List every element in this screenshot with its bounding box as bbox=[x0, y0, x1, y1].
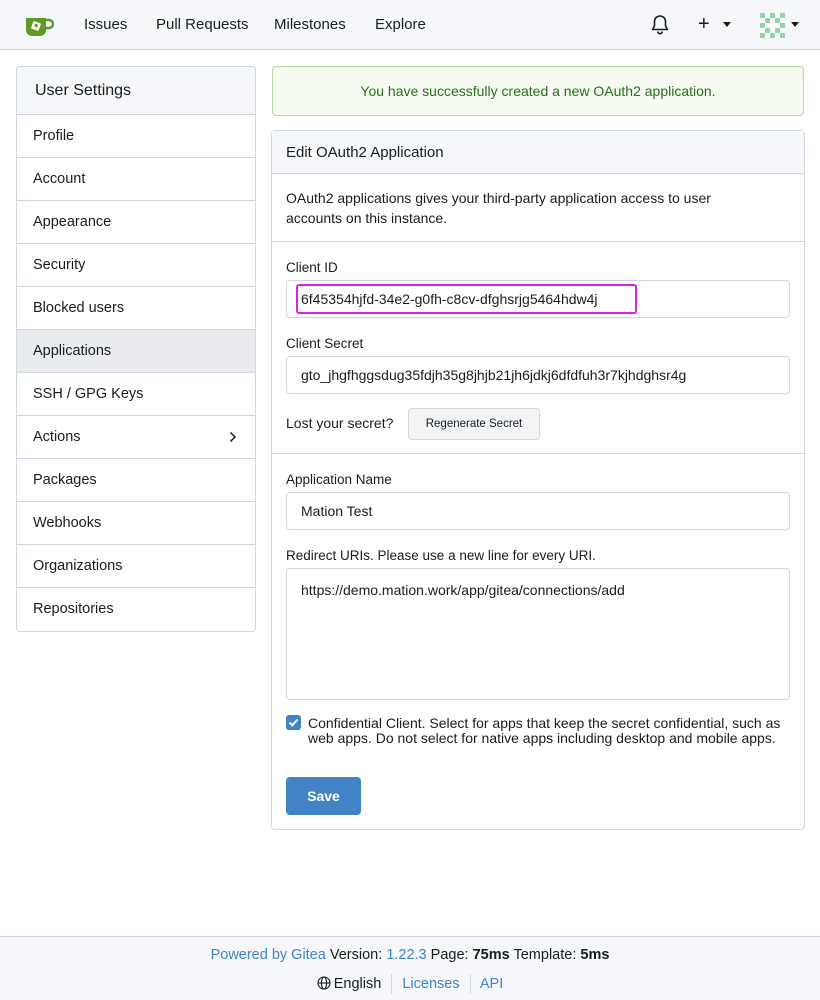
confidential-client-checkbox[interactable] bbox=[286, 715, 301, 730]
gitea-logo-icon[interactable] bbox=[24, 12, 54, 38]
sidebar-item-appearance[interactable]: Appearance bbox=[17, 201, 255, 244]
application-name-label: Application Name bbox=[286, 472, 392, 487]
redirect-uris-textarea[interactable]: https://demo.mation.work/app/gitea/connections/add bbox=[286, 568, 790, 700]
client-secret-field[interactable]: gto_jhgfhggsdug35fdjh35g8jhjb21jh6jdkj6dfdfuh3r7kjhdghsr4g bbox=[286, 356, 790, 394]
top-navbar bbox=[0, 0, 820, 50]
checkmark-icon bbox=[286, 715, 301, 730]
version-link[interactable]: 1.22.3 bbox=[386, 947, 427, 963]
licenses-link[interactable]: Licenses bbox=[402, 975, 460, 992]
sidebar-item-packages[interactable]: Packages bbox=[17, 459, 255, 502]
edit-oauth2-form bbox=[271, 130, 805, 830]
divider bbox=[272, 453, 804, 454]
nav-pull-requests[interactable]: Pull Requests bbox=[156, 16, 249, 33]
lost-secret-label: Lost your secret? bbox=[286, 415, 394, 431]
client-id-label: Client ID bbox=[286, 260, 338, 275]
sidebar-item-account[interactable]: Account bbox=[17, 158, 255, 201]
application-name-field[interactable]: Mation Test bbox=[286, 492, 790, 530]
save-button[interactable]: Save bbox=[286, 777, 361, 815]
page-time: 75ms bbox=[472, 947, 510, 963]
powered-by-link[interactable]: Powered by Gitea bbox=[210, 947, 326, 963]
create-new-icon[interactable]: + bbox=[698, 13, 710, 35]
chevron-down-icon[interactable] bbox=[791, 22, 799, 27]
nav-explore[interactable]: Explore bbox=[375, 16, 426, 33]
client-secret-label: Client Secret bbox=[286, 336, 364, 351]
client-id-field[interactable]: 6f45354hjfd-34e2-g0fh-c8cv-dfghsrjg5464hdw4j bbox=[286, 280, 790, 318]
page-footer bbox=[0, 936, 820, 1000]
template-time: 5ms bbox=[580, 947, 610, 963]
sidebar-item-applications[interactable]: Applications bbox=[17, 330, 255, 373]
sidebar-item-repositories[interactable]: Repositories bbox=[33, 601, 114, 617]
version-label: Version: bbox=[329, 947, 383, 963]
client-id-highlight bbox=[296, 284, 637, 314]
form-title: Edit OAuth2 Application bbox=[272, 131, 804, 174]
sidebar-item-ssh-gpg-keys[interactable]: SSH / GPG Keys bbox=[17, 373, 255, 416]
regenerate-secret-button[interactable]: Regenerate Secret bbox=[408, 408, 540, 440]
bell-icon[interactable] bbox=[650, 14, 670, 36]
sidebar-item-profile[interactable]: Profile bbox=[17, 115, 255, 158]
nav-milestones[interactable]: Milestones bbox=[274, 16, 346, 33]
footer-links bbox=[0, 974, 820, 994]
success-message: You have successfully created a new OAuth2 application. bbox=[272, 66, 804, 116]
sidebar-item-blocked-users[interactable]: Blocked users bbox=[17, 287, 255, 330]
avatar[interactable] bbox=[760, 13, 785, 38]
sidebar-item-actions[interactable] bbox=[17, 416, 255, 459]
settings-sidebar bbox=[16, 66, 256, 632]
sidebar-item-webhooks[interactable]: Webhooks bbox=[17, 502, 255, 545]
confidential-client-label[interactable]: Confidential Client. Select for apps that keep the secret confidential, such as web apps. Do not select for native apps including desktop and mobile apps. bbox=[308, 715, 781, 746]
chevron-down-icon[interactable] bbox=[723, 22, 731, 27]
form-description: OAuth2 applications gives your third-party application access to user accounts on this instance. bbox=[286, 190, 711, 226]
template-label: Template: bbox=[513, 947, 577, 963]
sidebar-header: User Settings bbox=[17, 67, 255, 115]
nav-issues[interactable]: Issues bbox=[84, 16, 128, 33]
sidebar-item-organizations[interactable]: Organizations bbox=[17, 545, 255, 588]
divider bbox=[272, 241, 804, 242]
sidebar-item-label: Actions bbox=[33, 429, 81, 445]
sidebar-item-security[interactable]: Security bbox=[17, 244, 255, 287]
api-link[interactable]: API bbox=[479, 975, 504, 992]
globe-icon bbox=[317, 976, 331, 990]
divider bbox=[470, 974, 471, 994]
footer-info bbox=[0, 947, 820, 963]
divider bbox=[391, 974, 392, 994]
redirect-uris-label: Redirect URIs. Please use a new line for every URI. bbox=[286, 548, 596, 563]
chevron-right-icon bbox=[229, 431, 237, 443]
language-label: English bbox=[333, 975, 382, 992]
language-selector[interactable] bbox=[317, 976, 386, 992]
page-label: Page: bbox=[430, 947, 469, 963]
